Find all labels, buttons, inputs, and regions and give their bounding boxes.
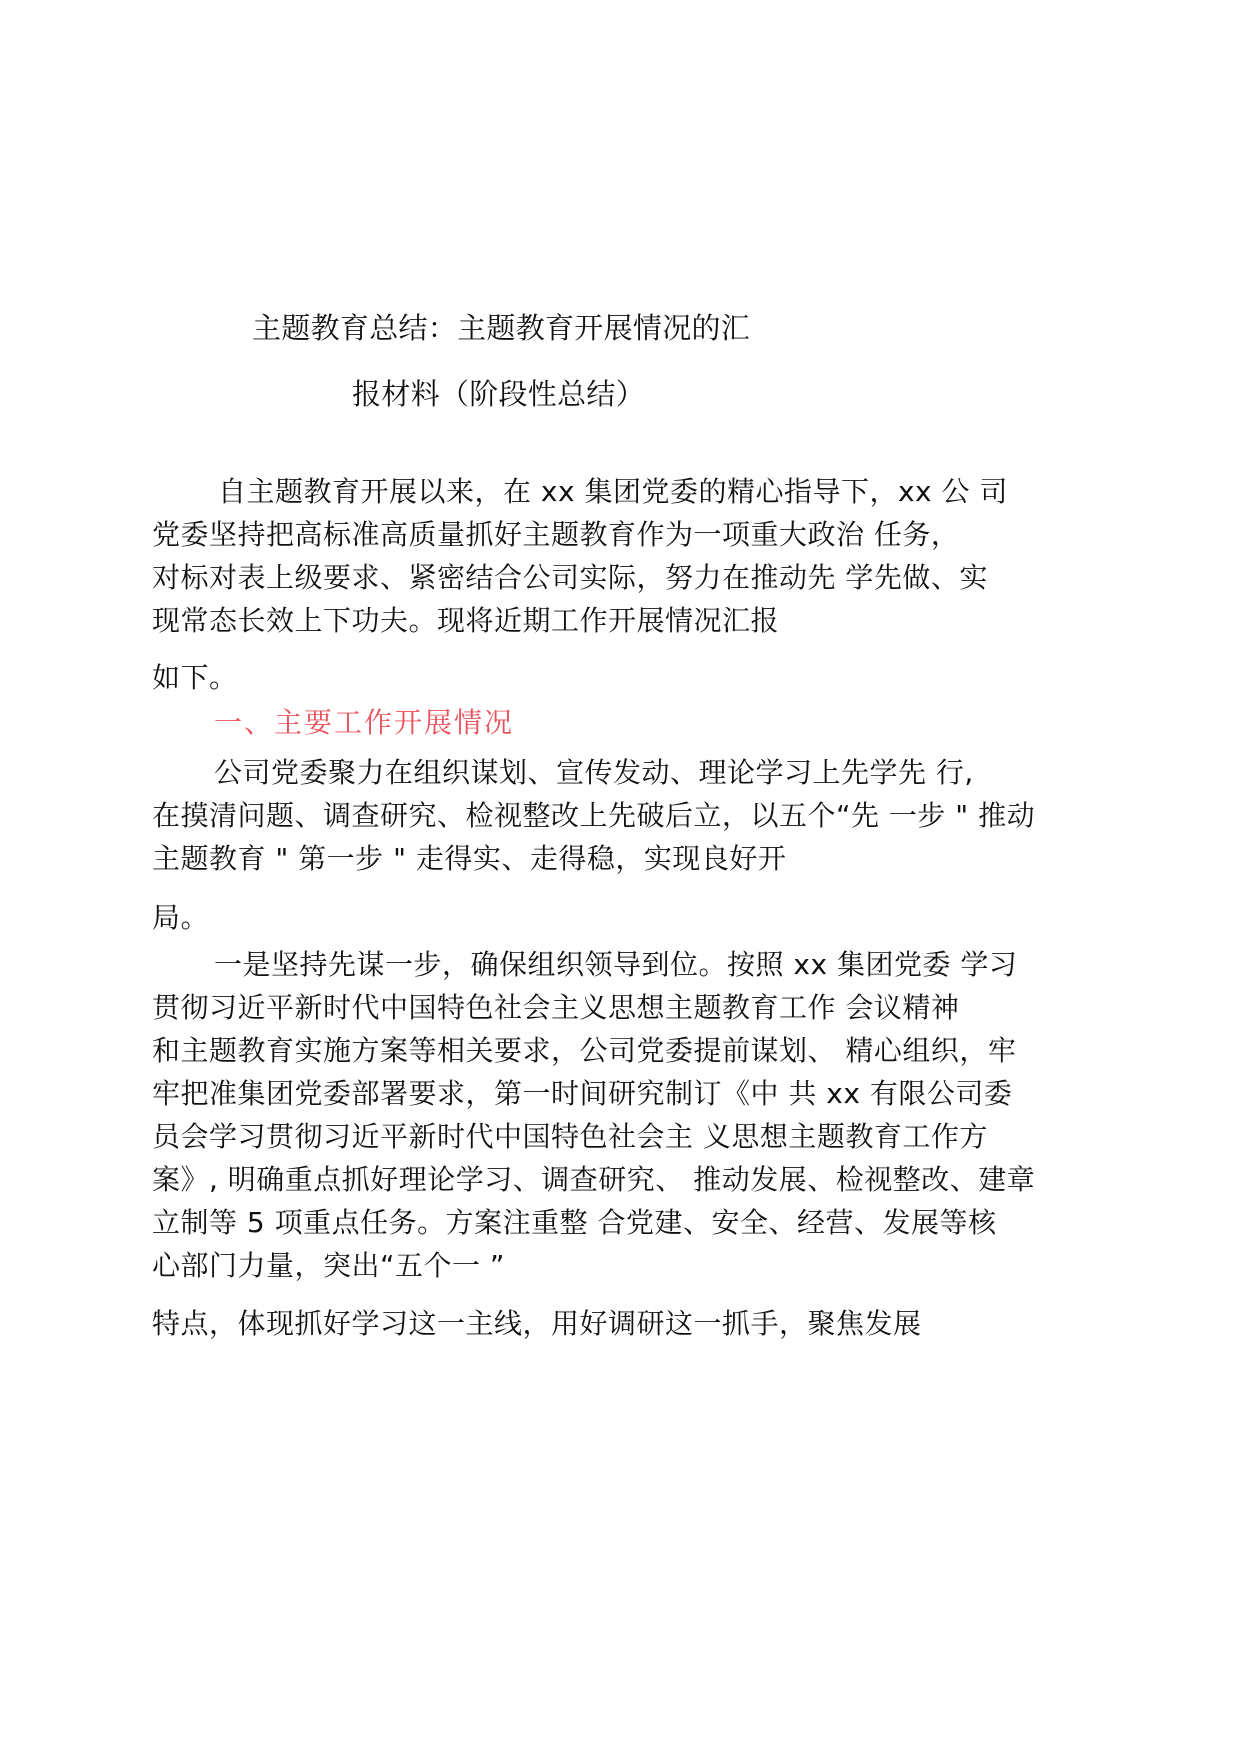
document-title-line-1: 主题教育总结：主题教育开展情况的汇 bbox=[252, 311, 751, 345]
point-line: 一是坚持先谋一步，确保组织领导到位。按照 xx 集团党委 学习 bbox=[214, 948, 1018, 981]
intro-line: 自主题教育开展以来，在 xx 集团党委的精心指导下，xx 公 司 bbox=[218, 475, 1008, 508]
section-heading: 一、主要工作开展情况 bbox=[214, 706, 515, 739]
section-line: 局。 bbox=[152, 901, 210, 934]
point-line: 员会学习贯彻习近平新时代中国特色社会主 义思想主题教育工作方 bbox=[152, 1120, 988, 1153]
intro-line: 如下。 bbox=[152, 661, 238, 694]
intro-line: 党委坚持把高标准高质量抓好主题教育作为一项重大政治 任务， bbox=[152, 518, 960, 551]
section-line: 公司党委聚力在组织谋划、宣传发动、理论学习上先学先 行, bbox=[214, 756, 974, 789]
point-line: 案》, 明确重点抓好理论学习、调查研究、 推动发展、检视整改、建章 bbox=[152, 1163, 1036, 1196]
intro-line: 对标对表上级要求、紧密结合公司实际，努力在推动先 学先做、实 bbox=[152, 561, 988, 594]
point-line: 贯彻习近平新时代中国特色社会主义思想主题教育工作 会议精神 bbox=[152, 991, 960, 1024]
section-line: 主题教育 " 第一步 " 走得实、走得稳，实现良好开 bbox=[152, 842, 787, 875]
point-line: 牢把准集团党委部署要求，第一时间研究制订《中 共 xx 有限公司委 bbox=[152, 1077, 1013, 1110]
document-title-line-2: 报材料（阶段性总结） bbox=[352, 377, 646, 411]
point-line: 和主题教育实施方案等相关要求，公司党委提前谋划、 精心组织，牢 bbox=[152, 1034, 1017, 1067]
point-line: 立制等 5 项重点任务。方案注重整 合党建、安全、经营、发展等核 bbox=[152, 1206, 997, 1239]
section-line: 在摸清问题、调查研究、检视整改上先破后立，以五个“先 一步 " 推动 bbox=[152, 799, 1036, 832]
intro-line: 现常态长效上下功夫。现将近期工作开展情况汇报 bbox=[152, 604, 780, 637]
point-line: 心部门力量，突出“五个一 ” bbox=[152, 1249, 505, 1282]
point-line: 特点，体现抓好学习这一主线，用好调研这一抓手，聚焦发展 bbox=[152, 1307, 922, 1340]
